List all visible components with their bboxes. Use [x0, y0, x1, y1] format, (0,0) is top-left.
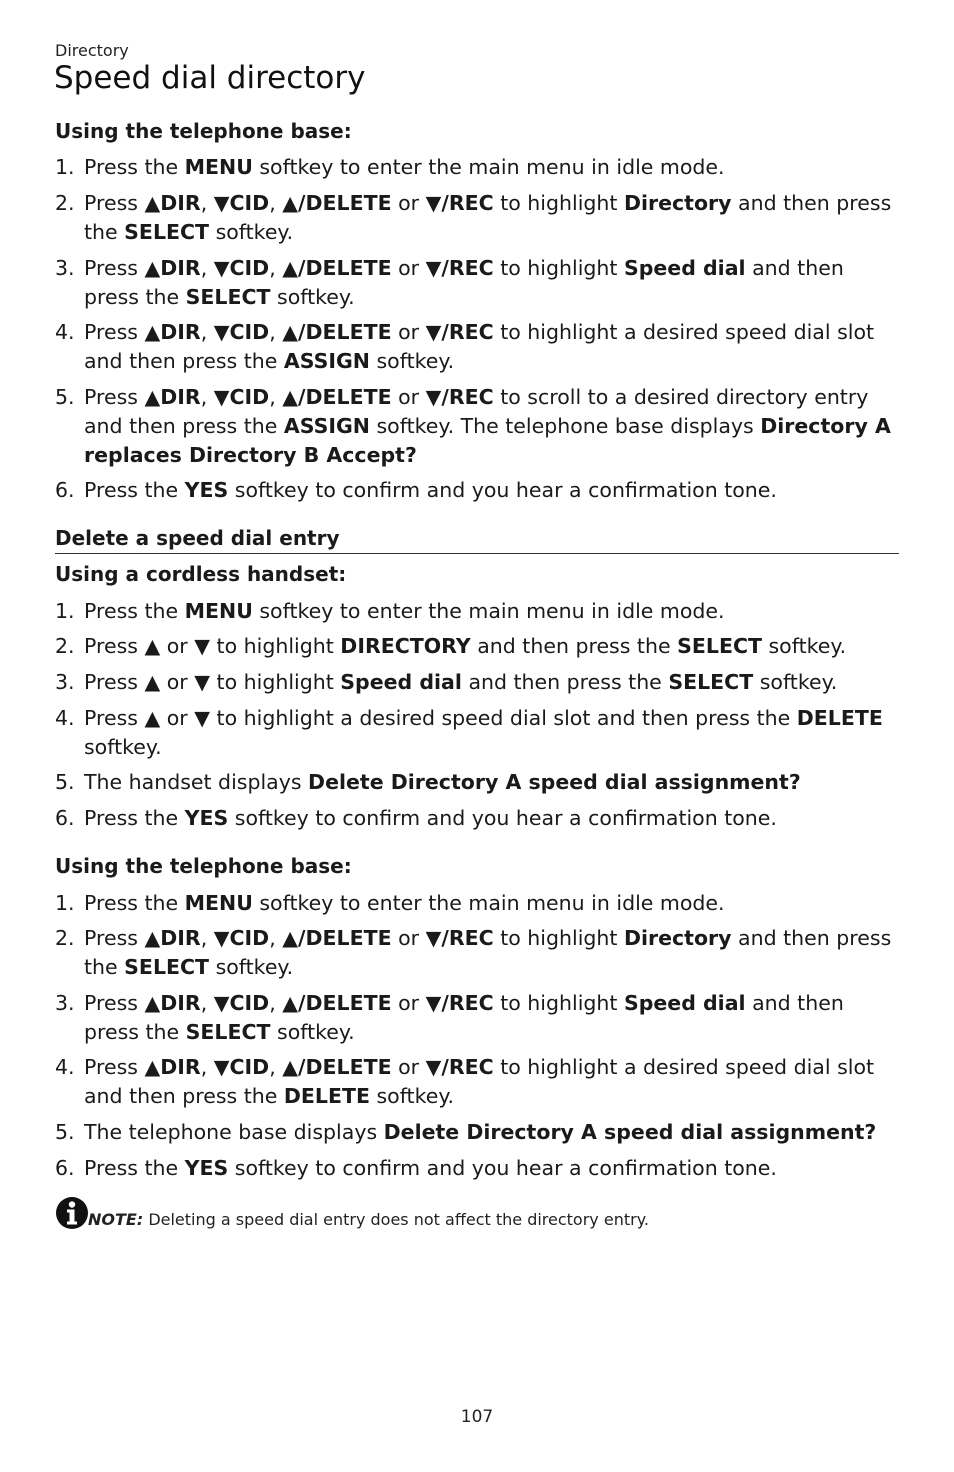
step-segment: and then press the: [84, 191, 892, 244]
bold-term: ▲DIR: [144, 385, 201, 409]
step-segment: softkey.: [753, 670, 838, 694]
step-segment: ,: [269, 256, 283, 280]
bold-term: ▼: [194, 670, 211, 694]
bold-term: ▲/DELETE: [282, 385, 392, 409]
step-segment: Press: [84, 320, 145, 344]
step-segment: Press the: [84, 478, 185, 502]
step-number: 4.: [55, 320, 75, 344]
step-segment: ,: [200, 926, 214, 950]
step-segment: or: [391, 191, 426, 215]
step-segment: to highlight a desired speed dial slot and then press the: [84, 1055, 875, 1108]
bold-term: ▲DIR: [144, 1055, 201, 1079]
step-number: 4.: [55, 1055, 75, 1079]
bold-term: ▲: [144, 634, 161, 658]
step-segment: Press: [84, 1055, 145, 1079]
step-text: [84, 1154, 902, 1183]
step-text: [84, 597, 902, 626]
step-number: 5.: [55, 1120, 75, 1144]
step-text: [84, 1053, 902, 1111]
bold-term: ▲/DELETE: [282, 256, 392, 280]
step-segment: or: [391, 256, 426, 280]
step-segment: Press: [84, 926, 145, 950]
step-segment: softkey to enter the main menu in idle mode.: [252, 155, 725, 179]
bold-term: ▼/REC: [425, 926, 494, 950]
step-text: [84, 704, 902, 762]
step-segment: Press: [84, 706, 145, 730]
bold-term: Speed dial: [623, 256, 746, 280]
bold-term: ▼/REC: [425, 256, 494, 280]
step-segment: to highlight: [493, 191, 624, 215]
step-segment: softkey.: [209, 220, 294, 244]
step-segment: Press: [84, 191, 145, 215]
subheading-cordless-handset: Using a cordless handset:: [55, 562, 347, 586]
step-segment: or: [160, 670, 195, 694]
bold-term: ▲DIR: [144, 991, 201, 1015]
bold-term: SELECT: [124, 955, 210, 979]
bold-term: ▲: [144, 670, 161, 694]
step-segment: to highlight: [210, 670, 341, 694]
step-number: 2.: [55, 191, 75, 215]
step-segment: Press: [84, 991, 145, 1015]
bold-term: ▲DIR: [144, 256, 201, 280]
step-text: [84, 889, 902, 918]
step-segment: ,: [200, 256, 214, 280]
step-segment: ,: [200, 320, 214, 344]
bold-term: Delete Directory A speed dial assignment?: [308, 770, 801, 794]
bold-term: ASSIGN: [283, 349, 370, 373]
bold-term: MENU: [184, 599, 253, 623]
bold-term: ▲: [144, 706, 161, 730]
step-segment: to highlight: [493, 926, 624, 950]
bold-term: Directory A replaces Directory B Accept?: [84, 414, 891, 467]
bold-term: Speed dial: [340, 670, 462, 694]
step-segment: to highlight: [210, 634, 341, 658]
step-segment: and then press the: [84, 926, 892, 979]
step-text: [84, 254, 902, 312]
step-text: [84, 153, 902, 182]
step-segment: Press the: [84, 1156, 185, 1180]
step-segment: Press the: [84, 891, 185, 915]
bold-term: Directory: [623, 926, 732, 950]
step-segment: ,: [269, 320, 283, 344]
bold-term: ▼CID: [213, 256, 270, 280]
step-text: [84, 189, 902, 247]
step-number: 3.: [55, 670, 75, 694]
bold-term: ▲/DELETE: [282, 320, 392, 344]
bold-term: ▼/REC: [425, 191, 494, 215]
bold-term: DELETE: [796, 706, 883, 730]
step-segment: softkey.: [270, 1020, 355, 1044]
bold-term: ▲DIR: [144, 191, 201, 215]
bold-term: YES: [184, 806, 229, 830]
step-text: [84, 989, 902, 1047]
step-segment: or: [160, 634, 195, 658]
step-segment: The handset displays: [84, 770, 309, 794]
bold-term: ▼CID: [213, 320, 270, 344]
step-segment: and then press the: [84, 256, 844, 309]
note-text: [88, 1210, 649, 1229]
step-segment: Press: [84, 634, 145, 658]
step-segment: softkey.: [761, 634, 847, 658]
bold-term: YES: [184, 478, 229, 502]
bold-term: ▲/DELETE: [282, 191, 392, 215]
step-number: 3.: [55, 991, 75, 1015]
step-segment: to scroll to a desired directory entry and then press the: [84, 385, 869, 438]
breadcrumb: Directory: [55, 41, 129, 60]
step-segment: ,: [200, 385, 214, 409]
bold-term: SELECT: [668, 670, 754, 694]
step-number: 6.: [55, 1156, 75, 1180]
step-segment: Press the: [84, 599, 185, 623]
step-segment: Press: [84, 385, 145, 409]
step-segment: Press the: [84, 155, 185, 179]
bold-term: DIRECTORY: [340, 634, 471, 658]
step-segment: ,: [200, 991, 214, 1015]
step-segment: softkey.: [84, 735, 162, 759]
step-number: 1.: [55, 155, 75, 179]
step-number: 5.: [55, 385, 75, 409]
step-segment: ,: [269, 991, 283, 1015]
bold-term: SELECT: [185, 285, 271, 309]
bold-term: SELECT: [185, 1020, 271, 1044]
bold-term: ASSIGN: [283, 414, 370, 438]
bold-term: ▼: [194, 706, 211, 730]
bold-term: ▲/DELETE: [282, 991, 392, 1015]
step-number: 4.: [55, 706, 75, 730]
step-text: [84, 668, 902, 697]
bold-term: ▲/DELETE: [282, 1055, 392, 1079]
step-segment: or: [160, 706, 195, 730]
section-heading: Delete a speed dial entry: [55, 526, 899, 554]
bold-term: MENU: [184, 891, 253, 915]
step-segment: to highlight: [493, 256, 624, 280]
bold-term: ▲DIR: [144, 926, 201, 950]
bold-term: ▲/DELETE: [282, 926, 392, 950]
step-segment: or: [391, 926, 426, 950]
note: [55, 1196, 855, 1232]
note-body: Deleting a speed dial entry does not affect the directory entry.: [143, 1210, 649, 1229]
step-segment: and then press the: [84, 991, 844, 1044]
step-segment: ,: [269, 385, 283, 409]
step-segment: softkey.: [369, 1084, 455, 1108]
bold-term: ▼/REC: [425, 385, 494, 409]
step-number: 2.: [55, 634, 75, 658]
bold-term: Speed dial: [623, 991, 746, 1015]
step-segment: or: [391, 1055, 426, 1079]
bold-term: SELECT: [677, 634, 762, 658]
step-segment: ,: [269, 191, 283, 215]
bold-term: ▼/REC: [425, 320, 494, 344]
step-number: 6.: [55, 478, 75, 502]
bold-term: ▼/REC: [425, 991, 494, 1015]
note-label: NOTE:: [88, 1210, 144, 1229]
step-segment: softkey to enter the main menu in idle mode.: [252, 599, 725, 623]
step-segment: to highlight a desired speed dial slot and then press the: [84, 320, 875, 373]
step-text: [84, 383, 902, 470]
step-segment: The telephone base displays: [84, 1120, 384, 1144]
step-text: [84, 768, 902, 797]
step-text: [84, 476, 902, 505]
step-segment: or: [391, 991, 426, 1015]
page-number: 107: [460, 1407, 494, 1427]
bold-term: ▲DIR: [144, 320, 201, 344]
bold-term: SELECT: [124, 220, 210, 244]
bold-term: ▼CID: [213, 926, 270, 950]
step-text: [84, 632, 902, 661]
step-segment: Press the: [84, 806, 185, 830]
step-segment: Press: [84, 256, 145, 280]
bold-term: ▼CID: [213, 385, 270, 409]
step-segment: to highlight a desired speed dial slot and then press the: [210, 706, 797, 730]
info-icon: [55, 1196, 89, 1230]
step-segment: ,: [269, 926, 283, 950]
step-number: 2.: [55, 926, 75, 950]
step-segment: softkey. The telephone base displays: [369, 414, 761, 438]
subheading-telephone-base: Using the telephone base:: [55, 854, 352, 878]
bold-term: YES: [184, 1156, 229, 1180]
bold-term: ▼: [194, 634, 211, 658]
bold-term: Delete Directory A speed dial assignment?: [383, 1120, 877, 1144]
step-number: 1.: [55, 599, 75, 623]
step-segment: softkey.: [270, 285, 355, 309]
bold-term: ▼CID: [213, 991, 270, 1015]
step-segment: softkey to confirm and you hear a confirmation tone.: [228, 478, 777, 502]
step-text: [84, 1118, 902, 1147]
page-title: Speed dial directory: [54, 60, 366, 96]
step-segment: ,: [200, 1055, 214, 1079]
step-text: [84, 924, 902, 982]
step-text: [84, 318, 902, 376]
bold-term: ▼CID: [213, 191, 270, 215]
step-number: 6.: [55, 806, 75, 830]
step-number: 1.: [55, 891, 75, 915]
step-segment: softkey to confirm and you hear a confirmation tone.: [228, 806, 777, 830]
step-number: 5.: [55, 770, 75, 794]
bold-term: Directory: [623, 191, 732, 215]
step-segment: softkey to confirm and you hear a confirmation tone.: [228, 1156, 777, 1180]
step-number: 3.: [55, 256, 75, 280]
step-segment: softkey to enter the main menu in idle mode.: [252, 891, 725, 915]
step-segment: softkey.: [369, 349, 455, 373]
step-segment: softkey.: [209, 955, 294, 979]
subheading-telephone-base: Using the telephone base:: [55, 119, 352, 143]
step-segment: ,: [269, 1055, 283, 1079]
step-segment: to highlight: [493, 991, 624, 1015]
bold-term: MENU: [184, 155, 253, 179]
step-segment: and then press the: [470, 634, 678, 658]
step-segment: or: [391, 320, 426, 344]
step-segment: Press: [84, 670, 145, 694]
step-segment: and then press the: [461, 670, 669, 694]
bold-term: ▼/REC: [425, 1055, 494, 1079]
bold-term: ▼CID: [213, 1055, 270, 1079]
bold-term: DELETE: [283, 1084, 370, 1108]
step-text: [84, 804, 902, 833]
step-segment: or: [391, 385, 426, 409]
step-segment: ,: [200, 191, 214, 215]
